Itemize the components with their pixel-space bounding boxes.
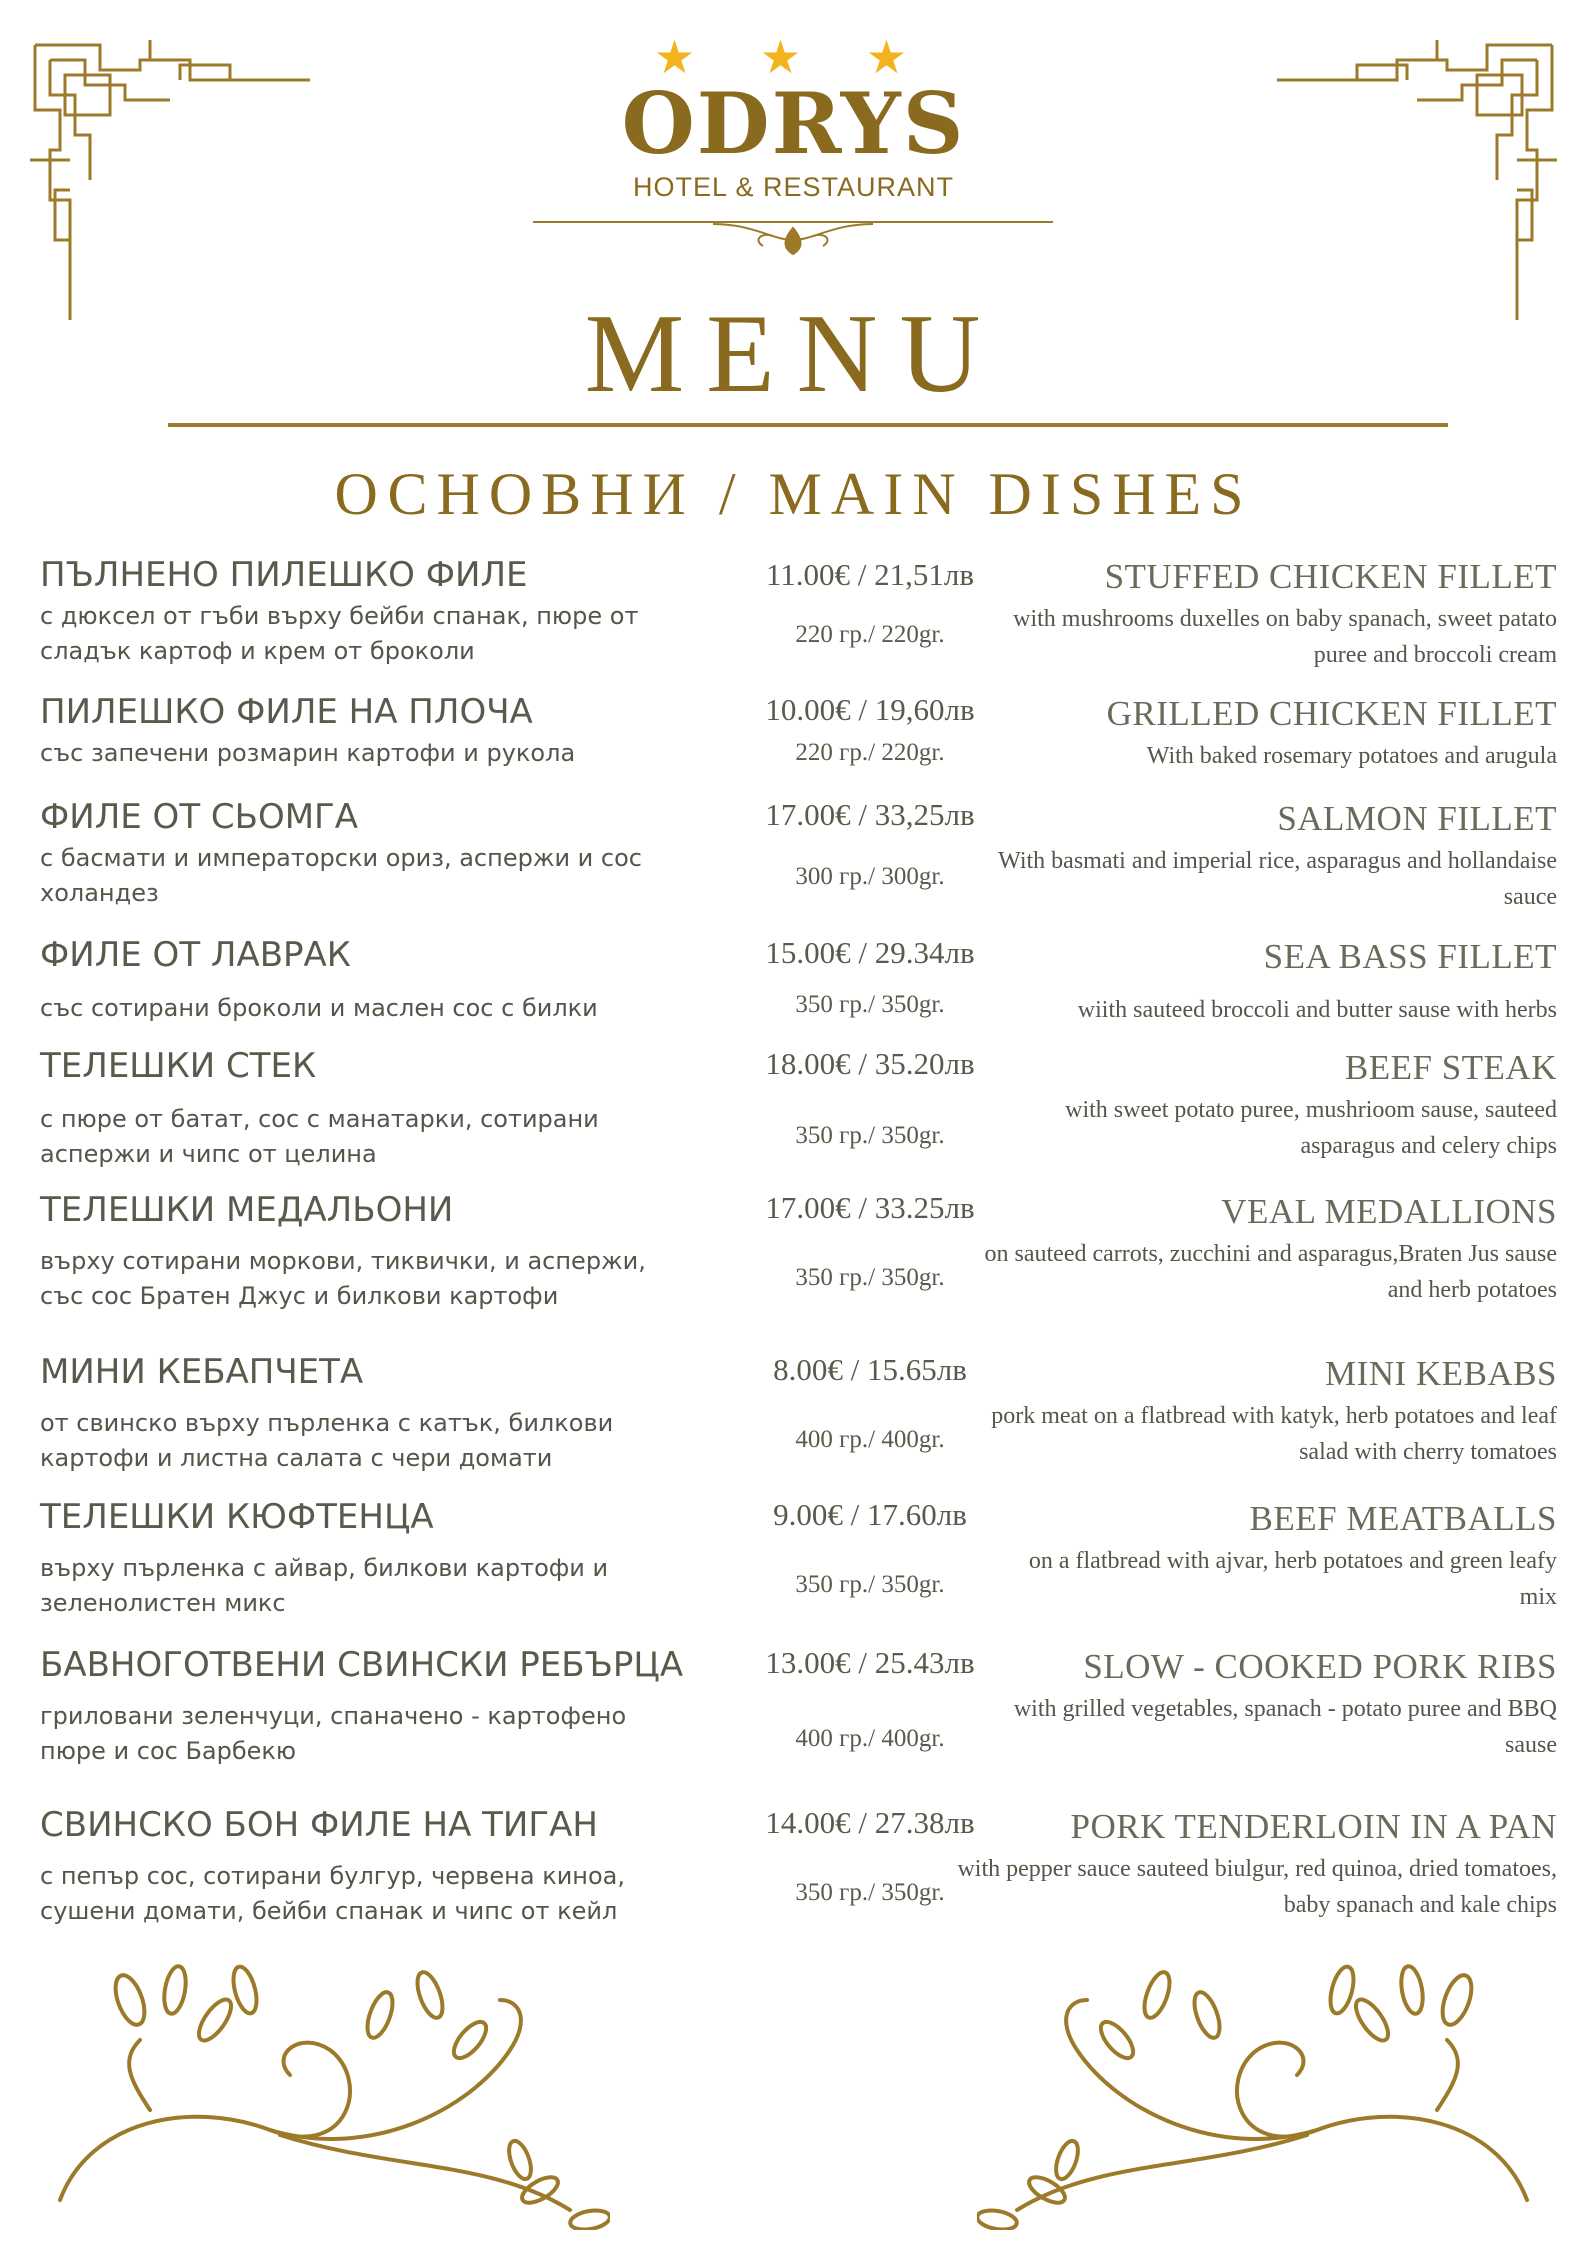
- hotel-subtitle: HOTEL & RESTAURANT: [632, 172, 955, 202]
- dish-weight: 350 гр./ 350gr.: [795, 1879, 945, 1906]
- dish-weight: 350 гр./ 350gr.: [795, 1122, 945, 1149]
- hotel-brand: ODRYS: [621, 74, 966, 173]
- dish-desc-en: with grilled vegetables, spanach - potato puree and BBQ sause: [1013, 1696, 1557, 1758]
- dish-name-bg: МИНИ КЕБАПЧЕТА: [40, 1352, 364, 1392]
- dish-desc-bg: гриловани зеленчуци, спаначено - картофено пюре и сос Барбекю: [40, 1702, 627, 1765]
- dish-desc-en: with sweet potato puree, mushrioom sause, sauteed asparagus and celery chips: [1065, 1097, 1557, 1159]
- dish-desc-bg: с пюре от батат, сос с манатарки, сотирани аспержи и чипс от целина: [40, 1105, 599, 1168]
- dish-price: 13.00€ / 25.43лв: [765, 1645, 975, 1680]
- dish-price: 14.00€ / 27.38лв: [765, 1805, 975, 1840]
- dish-name-en: SLOW - COOKED PORK RIBS: [1083, 1647, 1557, 1686]
- dish-name-bg: ФИЛЕ ОТ ЛАВРАК: [40, 935, 351, 975]
- dish-weight: 350 гр./ 350gr.: [795, 1571, 945, 1598]
- dish-name-en: STUFFED CHICKEN FILLET: [1104, 557, 1557, 596]
- rating-stars: ★ ★ ★: [653, 31, 934, 83]
- page-title: MENU: [584, 292, 1003, 416]
- dish-name-bg: ТЕЛЕШКИ КЮФТЕНЦА: [40, 1497, 434, 1537]
- dish-name-en: MINI KEBABS: [1324, 1354, 1557, 1393]
- dish-desc-en: on a flatbread with ajvar, herb potatoes and green leafy mix: [1028, 1548, 1557, 1610]
- dish-weight: 220 гр./ 220gr.: [795, 739, 945, 766]
- dish-desc-bg: върху сотирани моркови, тиквички, и аспержи, със сос Братен Джус и билкови картофи: [40, 1247, 646, 1310]
- dish-weight: 300 гр./ 300gr.: [795, 863, 945, 890]
- dish-name-en: VEAL MEDALLIONS: [1221, 1192, 1557, 1231]
- dish-price: 17.00€ / 33,25лв: [765, 797, 975, 832]
- dish-weight: 220 гр./ 220gr.: [795, 621, 945, 648]
- dish-price: 18.00€ / 35.20лв: [765, 1046, 975, 1081]
- flourish-divider-icon: [533, 210, 1053, 260]
- dish-desc-en: With basmati and imperial rice, asparagus and hollandaise sauce: [998, 848, 1557, 910]
- dish-desc-en: with mushrooms duxelles on baby spanach, sweet patato puree and broccoli cream: [1013, 606, 1557, 668]
- dish-name-bg: ФИЛЕ ОТ СЬОМГА: [40, 797, 359, 837]
- dish-desc-bg: с пепър сос, сотирани булгур, червена киноа, сушени домати, бейби спанак и чипс от кейл: [40, 1862, 626, 1925]
- dish-desc-en: with pepper sauce sauteed biulgur, red quinoa, dried tomatoes, baby spanach and kale chips: [957, 1856, 1557, 1918]
- dish-desc-bg: със запечени розмарин картофи и рукола: [40, 739, 576, 767]
- dish-name-bg: ПЪЛНЕНО ПИЛЕШКО ФИЛЕ: [40, 555, 528, 595]
- dish-name-bg: СВИНСКО БОН ФИЛЕ НА ТИГАН: [40, 1805, 598, 1845]
- dish-desc-en: pork meat on a flatbread with katyk, herb potatoes and leaf salad with cherry tomatoes: [991, 1403, 1557, 1465]
- dish-desc-bg: от свинско върху пърленка с катък, билкови картофи и листна салата с чери домати: [40, 1409, 614, 1472]
- dish-price: 17.00€ / 33.25лв: [765, 1190, 975, 1225]
- dish-name-bg: БАВНОГОТВЕНИ СВИНСКИ РЕБЪРЦА: [40, 1645, 684, 1685]
- dish-desc-bg: с басмати и императорски ориз, аспержи и сос холандез: [40, 844, 642, 907]
- dish-name-en: BEEF MEATBALLS: [1249, 1499, 1557, 1538]
- dish-name-en: SEA BASS FILLET: [1263, 937, 1557, 976]
- dish-desc-en: wiith sauteed broccoli and butter sause with herbs: [1077, 997, 1557, 1023]
- dish-desc-bg: със сотирани броколи и маслен сос с билки: [40, 994, 598, 1022]
- dish-desc-en: on sauteed carrots, zucchini and asparagus,Braten Jus sause and herb potatoes: [984, 1241, 1557, 1303]
- dish-weight: 400 гр./ 400gr.: [795, 1725, 945, 1752]
- bottom-right-flourish-icon: [977, 1960, 1537, 2230]
- dish-name-bg: ТЕЛЕШКИ МЕДАЛЬОНИ: [40, 1190, 454, 1230]
- dish-desc-en: With baked rosemary potatoes and arugula: [1146, 743, 1557, 769]
- dish-name-bg: ПИЛЕШКО ФИЛЕ НА ПЛОЧА: [40, 692, 533, 732]
- dish-name-en: PORK TENDERLOIN IN A PAN: [1070, 1807, 1557, 1846]
- dish-price: 15.00€ / 29.34лв: [765, 935, 975, 970]
- dish-name-en: BEEF STEAK: [1344, 1048, 1557, 1087]
- dish-name-en: GRILLED CHICKEN FILLET: [1106, 694, 1557, 733]
- dish-weight: 350 гр./ 350gr.: [795, 991, 945, 1018]
- dish-name-en: SALMON FILLET: [1277, 799, 1557, 838]
- bottom-left-flourish-icon: [50, 1960, 610, 2230]
- dish-weight: 350 гр./ 350gr.: [795, 1264, 945, 1291]
- dish-price: 8.00€ / 15.65лв: [773, 1352, 967, 1387]
- dish-weight: 400 гр./ 400gr.: [795, 1426, 945, 1453]
- dish-name-bg: ТЕЛЕШКИ СТЕК: [40, 1046, 317, 1086]
- dish-desc-bg: върху пърленка с айвар, билкови картофи и зеленолистен микс: [40, 1554, 609, 1617]
- title-divider: [168, 423, 1448, 427]
- dish-price: 10.00€ / 19,60лв: [765, 692, 975, 727]
- dish-desc-bg: с дюксел от гъби върху бейби спанак, пюре от сладък картоф и крем от броколи: [40, 602, 639, 665]
- dish-price: 11.00€ / 21,51лв: [765, 557, 975, 592]
- dish-price: 9.00€ / 17.60лв: [773, 1497, 967, 1532]
- section-title: ОСНОВНИ / MAIN DISHES: [334, 461, 1253, 527]
